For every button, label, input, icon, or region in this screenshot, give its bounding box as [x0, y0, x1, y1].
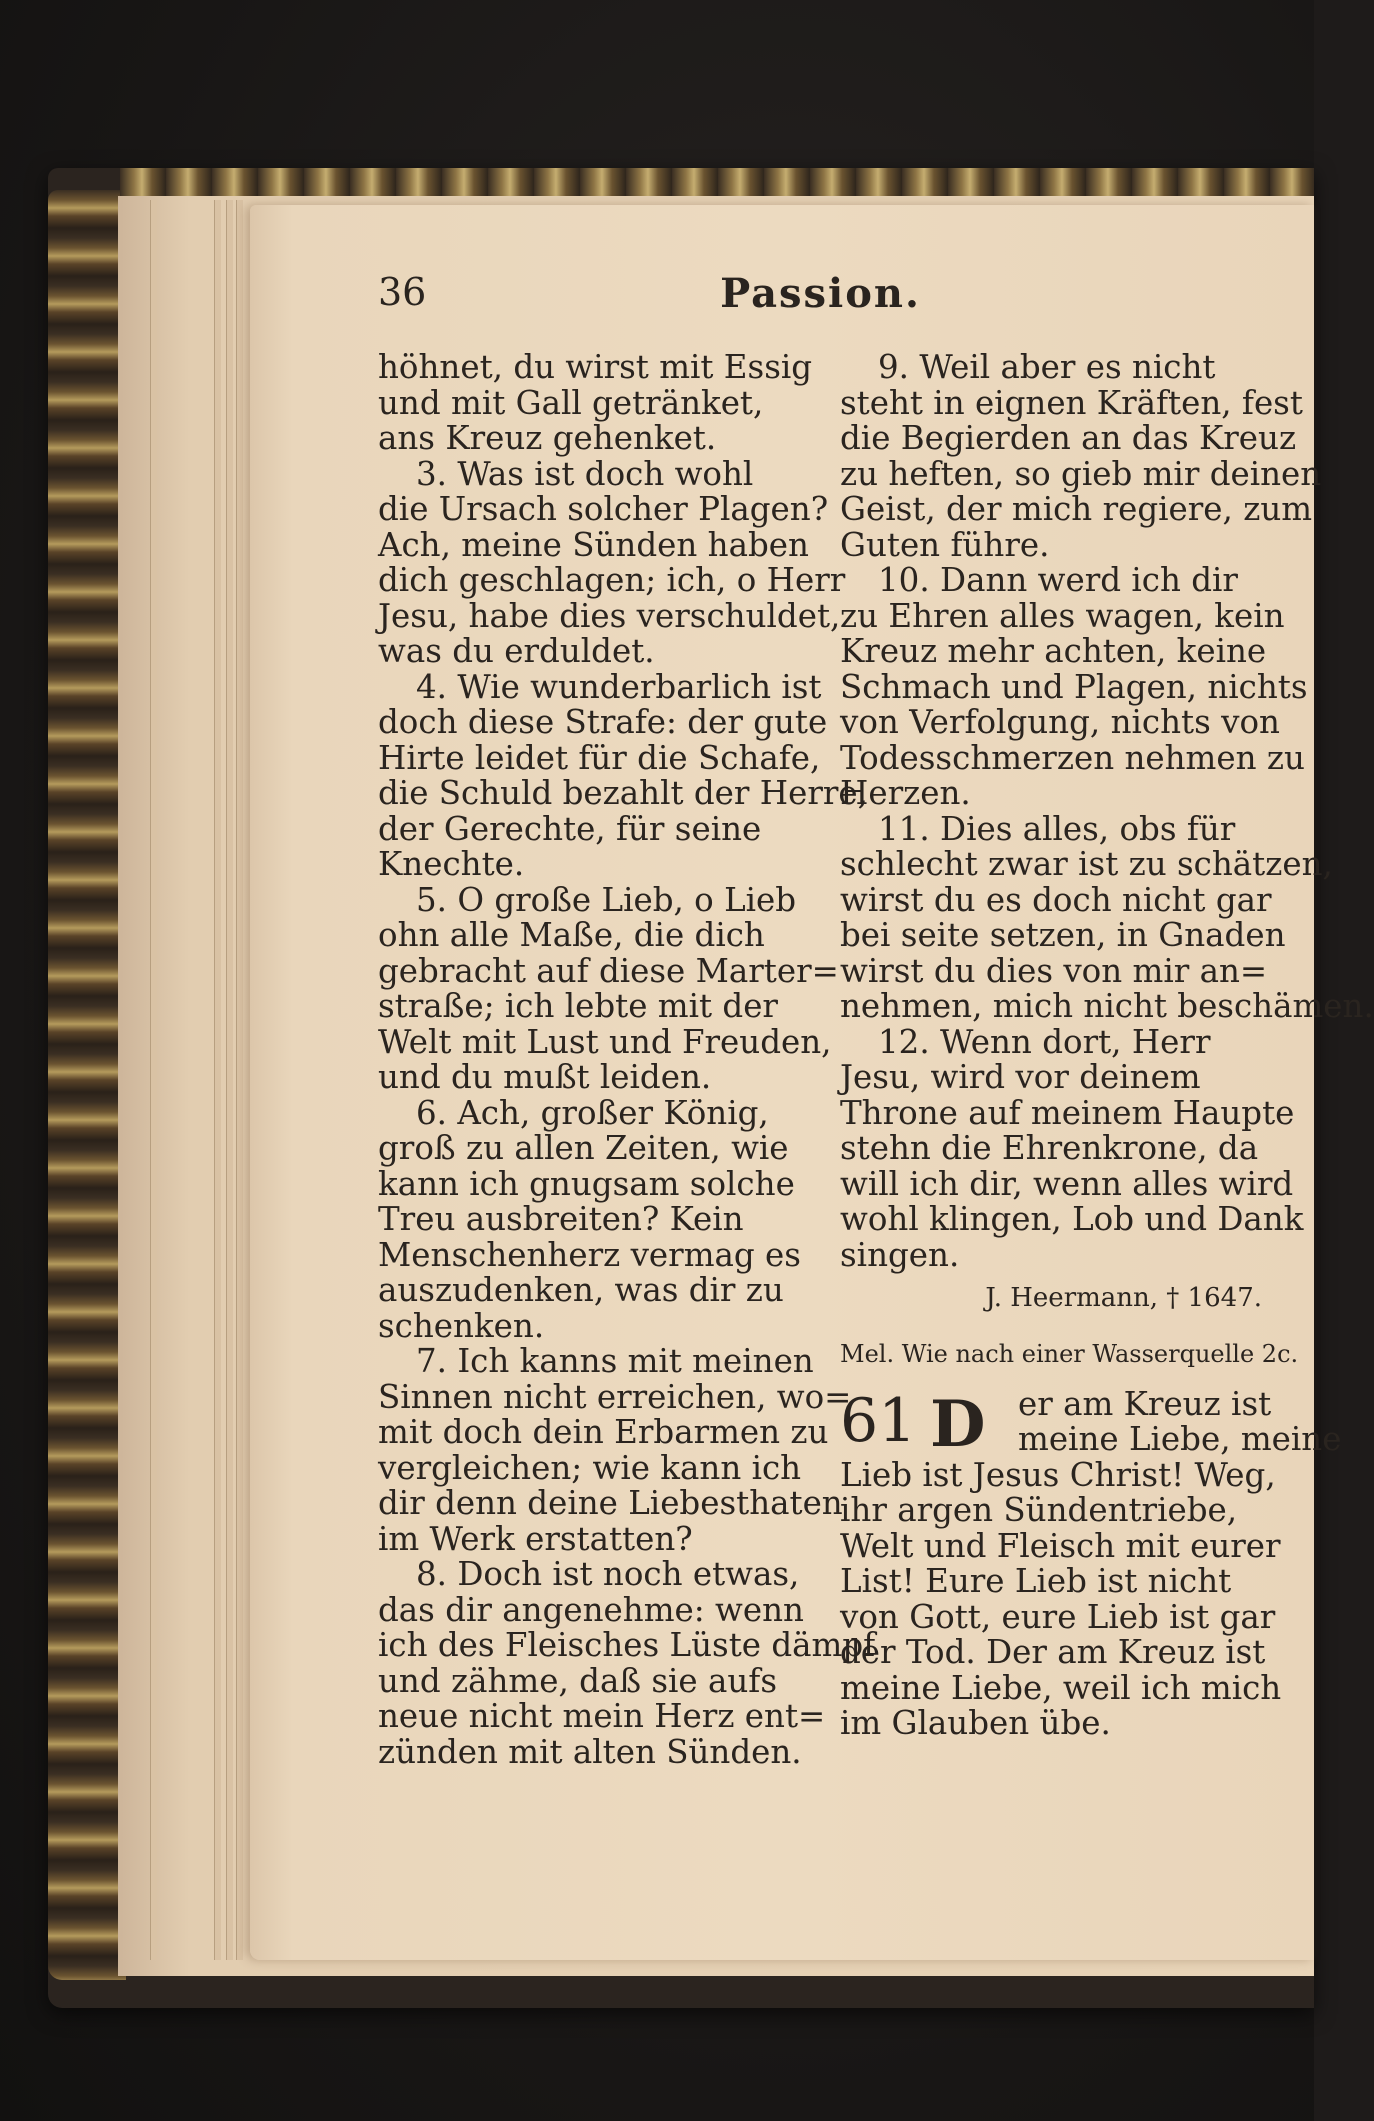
text-line: will ich dir, wenn alles wird [840, 1164, 1294, 1203]
hymn-61 [840, 1384, 1342, 1742]
hymn-body [840, 1455, 1282, 1742]
text-line: im Glauben übe. [840, 1704, 1111, 1742]
text-line: 8. Doch ist noch etwas, [416, 1555, 800, 1593]
text-line: die Ursach solcher Plagen? [378, 490, 829, 528]
text-line: von Verfolgung, nichts von [840, 703, 1280, 741]
text-line: 4. Wie wunderbarlich ist [416, 667, 822, 706]
text-line: Throne auf meinem Haupte [840, 1093, 1295, 1132]
book-spine-ornament [48, 190, 126, 1980]
melody-note: Mel. Wie nach einer Wasserquelle 2c. [840, 1339, 1299, 1368]
text-line: 11. Dies alles, obs für [878, 809, 1236, 848]
text-line: höhnet, du wirst mit Essig [378, 348, 813, 386]
text-line: Herzen. [840, 774, 971, 812]
text-line: ohn alle Maße, die dich [378, 916, 765, 954]
text-line: schenken. [378, 1306, 545, 1345]
text-line: Guten führe. [840, 525, 1050, 564]
text-line: vergleichen; wie kann ich [378, 1448, 802, 1487]
text-line: kann ich gnugsam solche [378, 1164, 795, 1203]
text-line: List! Eure Lieb ist nicht [840, 1562, 1232, 1600]
text-line: auszudenken, was dir zu [378, 1271, 784, 1309]
text-line: 10. Dann werd ich dir [878, 561, 1238, 599]
text-line: singen. [840, 1235, 960, 1274]
text-line: der Tod. Der am Kreuz ist [840, 1633, 1266, 1671]
left-column [378, 348, 876, 1771]
text-line: Hirte leidet für die Schafe, [378, 738, 821, 777]
text-line: Geist, der mich regiere, zum [840, 490, 1313, 528]
text-line: zu heften, so gieb mir deinen [840, 454, 1322, 493]
text-line: und du mußt leiden. [378, 1058, 712, 1096]
text-line: das dir angenehme: wenn [378, 1590, 804, 1629]
text-line: Knechte. [378, 845, 525, 883]
hymn-head-line: meine Liebe, meine [1018, 1420, 1342, 1458]
text-line: im Werk erstatten? [378, 1519, 693, 1558]
text-line: und mit Gall getränket, [378, 383, 764, 422]
page-edge [150, 200, 157, 1960]
page-edge [226, 200, 233, 1960]
text-line: zu Ehren alles wagen, kein [840, 596, 1285, 635]
text-line: neue nicht mein Herz ent= [378, 1697, 826, 1735]
text-line: schlecht zwar ist zu schätzen, [840, 845, 1333, 883]
text-line: bei seite setzen, in Gnaden [840, 916, 1286, 954]
text-line: 3. Was ist doch wohl [416, 454, 754, 493]
text-line: 6. Ach, großer König, [416, 1093, 769, 1132]
text-line: der Gerechte, für seine [378, 809, 762, 848]
hymn-head-line: er am Kreuz ist [1018, 1384, 1272, 1423]
text-line: die Schuld bezahlt der Herre, [378, 774, 868, 812]
text-line: und zähme, daß sie aufs [378, 1661, 778, 1700]
text-line: nehmen, mich nicht beschämen. [840, 987, 1374, 1025]
text-line: wirst du dies von mir an= [840, 951, 1268, 990]
text-line: 9. Weil aber es nicht [878, 348, 1216, 386]
text-line: mit doch dein Erbarmen zu [378, 1413, 829, 1451]
text-line: dich geschlagen; ich, o Herr [378, 561, 846, 599]
text-line: stehn die Ehrenkrone, da [840, 1129, 1259, 1167]
text-line: von Gott, eure Lieb ist gar [840, 1597, 1276, 1636]
text-line: Sinnen nicht erreichen, wo= [378, 1377, 852, 1416]
text-line: 12. Wenn dort, Herr [878, 1022, 1211, 1061]
text-line: die Begierden an das Kreuz [840, 419, 1297, 457]
hymn-attribution: J. Heermann, † 1647. [985, 1283, 1262, 1313]
text-line: Welt und Fleisch mit eurer [840, 1526, 1281, 1565]
page-edge [214, 200, 221, 1960]
page-edge [236, 200, 243, 1960]
text-line: Menschenherz vermag es [378, 1235, 801, 1274]
text-line: zünden mit alten Sünden. [378, 1732, 802, 1771]
text-line: Jesu, habe dies verschuldet, [378, 596, 841, 635]
text-line: Jesu, wird vor deinem [840, 1058, 1201, 1096]
text-line: gebracht auf diese Marter= [378, 951, 839, 990]
text-line: Lieb ist Jesus Christ! Weg, [840, 1455, 1276, 1494]
text-line: Kreuz mehr achten, keine [840, 632, 1267, 670]
text-line: Treu ausbreiten? Kein [378, 1200, 744, 1238]
text-line: straße; ich lebte mit der [378, 987, 778, 1025]
text-line: steht in eignen Kräften, fest [840, 383, 1303, 422]
text-line: was du erduldet. [378, 632, 655, 670]
page-number: 36 [378, 270, 427, 314]
text-line: groß zu allen Zeiten, wie [378, 1129, 789, 1167]
text-line: doch diese Strafe: der gute [378, 703, 828, 741]
text-line: Schmach und Plagen, nichts [840, 667, 1308, 706]
text-line: wirst du es doch nicht gar [840, 880, 1272, 919]
drop-cap: D [930, 1386, 986, 1462]
page-header [378, 270, 1263, 330]
hymn-number: 61 [840, 1385, 917, 1456]
text-line: 5. O große Lieb, o Lieb [416, 880, 797, 919]
text-line: ans Kreuz gehenket. [378, 419, 717, 457]
right-column-verses [840, 348, 1374, 1274]
text-line: dir denn deine Liebesthaten [378, 1484, 843, 1522]
text-line: Todesschmerzen nehmen zu [840, 738, 1305, 777]
text-line: meine Liebe, weil ich mich [840, 1668, 1282, 1707]
text-line: Ach, meine Sünden haben [378, 525, 809, 564]
book-top-ornament [120, 168, 1314, 196]
text-line: ihr argen Sündentriebe, [840, 1491, 1238, 1529]
text-line: ich des Fleisches Lüste dämpf [378, 1626, 876, 1664]
text-line: 7. Ich kanns mit meinen [416, 1342, 814, 1380]
text-line: Welt mit Lust und Freuden, [378, 1022, 832, 1061]
text-line: wohl klingen, Lob und Dank [840, 1200, 1304, 1238]
right-column [840, 348, 1374, 1742]
running-title: Passion. [720, 270, 921, 317]
